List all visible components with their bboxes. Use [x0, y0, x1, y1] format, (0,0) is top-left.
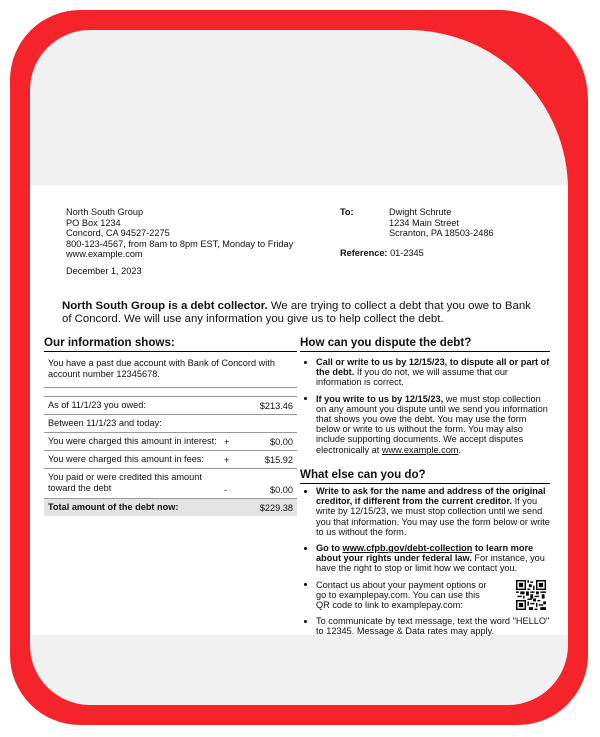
cfpb-suffix: to learn more about your rights under federal law. — [316, 543, 534, 564]
total-amount: $229.38 — [259, 502, 293, 513]
dispute-heading: How can you dispute the debt? — [300, 336, 550, 352]
debt-info-table — [44, 354, 297, 516]
table-row — [44, 451, 297, 469]
cfpb-prefix: Go to — [316, 543, 343, 554]
row-amount: $213.46 — [259, 400, 293, 411]
else-creditor-bold: Write to ask for the name and address of the original creditor, if different from the current creditor. — [316, 486, 546, 507]
else-list — [300, 486, 550, 643]
list-item — [300, 616, 550, 636]
row-label: Between 11/1/23 and today: — [48, 418, 162, 429]
info-heading: Our information shows: — [44, 336, 297, 352]
sender-address-line1: PO Box 1234 — [66, 217, 121, 228]
row-label: You were charged this amount in fees: — [48, 454, 204, 465]
else-payment-text: Contact us about your payment options or go to examplepay.com. You can use this QR code to link to examplepay.com: — [316, 579, 487, 611]
table-row — [44, 396, 297, 415]
dispute-write-text: we must stop collection on any amount you dispute until we send you information that shows you owe the debt. You may use the form below or write to us without the form. You may also include supporting documents. We accept disputes electronically at — [316, 393, 548, 455]
row-amount: $15.92 — [264, 454, 293, 465]
sender-website: www.example.com — [66, 249, 143, 260]
dispute-call-text: If you do not, we will assume that our information is correct. — [316, 367, 508, 388]
row-sign: - — [224, 484, 228, 495]
row-amount: $0.00 — [270, 436, 293, 447]
red-rounded-frame — [10, 10, 588, 725]
qr-code-icon[interactable] — [516, 580, 546, 610]
row-sign: + — [224, 454, 230, 465]
table-row — [44, 433, 297, 451]
table-row — [44, 415, 297, 433]
list-item — [300, 357, 550, 388]
intro-bold: North South Group is a debt collector. — [62, 300, 268, 312]
row-label: As of 11/1/23 you owed: — [48, 400, 146, 411]
recipient-name: Dwight Schrute — [389, 207, 452, 217]
sender-name: North South Group — [66, 207, 144, 217]
recipient-address-line2: Scranton, PA 18503-2486 — [389, 228, 494, 239]
debt-collector-statement — [62, 300, 542, 326]
total-label: Total amount of the debt now: — [48, 502, 179, 513]
total-row — [44, 499, 297, 516]
dispute-write-end: . — [458, 444, 462, 455]
else-cfpb-text: For instance, you have the right to stop or limit how we contact you. — [316, 553, 545, 574]
dispute-call-bold: Call or write to us by 12/15/23, to dispute all or part of the debt. — [316, 357, 550, 378]
to-label: To: — [340, 207, 354, 217]
else-heading: What else can you do? — [300, 468, 550, 484]
else-creditor-text: If you write by 12/15/23, we must stop collection until we send you that information. You may use the form below or write to us without the form. — [316, 496, 550, 537]
table-row — [44, 469, 297, 499]
reference-value: 01-2345 — [390, 248, 424, 258]
dispute-website-link[interactable]: www.example.com — [381, 444, 459, 455]
row-amount: $0.00 — [270, 484, 293, 495]
list-item — [300, 486, 550, 537]
inner-panel — [30, 30, 568, 705]
cfpb-link[interactable]: www.cfpb.gov/debt-collection — [342, 543, 473, 554]
dispute-write-bold: If you write to us by 12/15/23, — [316, 393, 444, 404]
account-text: You have a past due account with Bank of Concord with account number 12345678. — [44, 354, 297, 388]
list-item — [300, 543, 550, 574]
row-label: You paid or were credited this amount toward the debt — [48, 472, 202, 493]
reference-line — [340, 248, 424, 258]
row-sign: + — [224, 436, 230, 447]
debt-notice-page — [30, 185, 568, 635]
else-text-message: To communicate by text message, text the word "HELLO" to 12345. Message & Data rates may apply. — [316, 616, 550, 637]
row-label: You were charged this amount in interest: — [48, 436, 217, 447]
list-item — [300, 580, 550, 611]
sender-address-block — [66, 207, 326, 260]
notice-date: December 1, 2023 — [66, 266, 142, 276]
sender-address-line2: Concord, CA 94527-2275 — [66, 228, 170, 239]
sender-phone: 800-123-4567, from 8am to 8pm EST, Monday to Friday — [66, 238, 294, 249]
intro-text: We are trying to collect a debt that you owe to Bank of Concord. We will use any information you give us to help collect the debt. — [62, 300, 531, 325]
list-item — [300, 394, 550, 455]
dispute-list — [300, 357, 550, 461]
recipient-address-line1: 1234 Main Street — [389, 217, 459, 228]
reference-label: Reference: — [340, 248, 388, 258]
